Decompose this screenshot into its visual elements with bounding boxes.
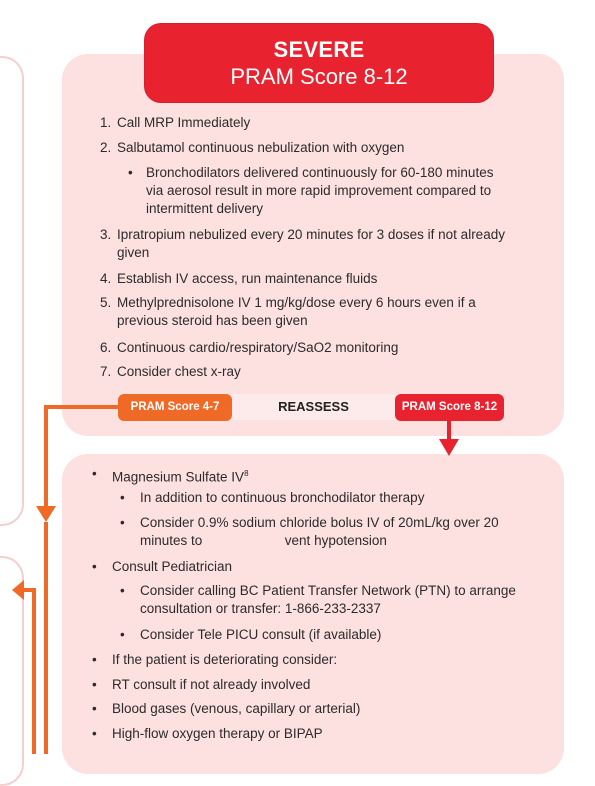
pram-score-4-7-pill: PRAM Score 4-7 [118,394,232,421]
escalation-item: • Consult Pediatrician [92,559,233,574]
escalation-item: • Magnesium Sulfate $IV^8$ [92,466,249,485]
escalation-subitem: • Consider Tele PICU consult (if available) [120,627,382,642]
step-item: 6. Continuous cardio/respiratory/SaO2 monitoring [100,340,399,355]
arrow-line-back [22,590,34,754]
escalation-subitem: • Consider calling BC Patient Transfer Network (PTN) to arrange consultation or transfer: 1-866-233-2337 [120,583,516,616]
escalation-item: • RT consult if not already involved [92,677,311,692]
escalation-item: • If the patient is deteriorating consider: [92,652,338,667]
step-item: 7. Consider chest x-ray [100,364,241,379]
arrow-head-left-icon [12,580,24,600]
arrow-head-down-icon [36,506,56,522]
reassess-label: REASSESS [278,399,349,414]
escalation-item: • High-flow oxygen therapy or BIPAP [92,726,323,741]
escalation-subitem: • Consider 0.9% sodium chloride bolus IV of 20mL/kg over 20 minutes to vent hypotension [120,515,503,548]
step-item: 4. Establish IV access, run maintenance fluids [100,271,378,286]
step-item: 1. Call MRP Immediately [100,115,251,130]
pram-score-8-12-pill: PRAM Score 8-12 [395,394,504,421]
step-item: 3. Ipratropium nebulized every 20 minutes for 3 doses if not already given [100,227,505,260]
severity-title: SEVERE [273,37,365,62]
pram-score-range: PRAM Score 8-12 [230,64,408,89]
step-item: 2. Salbutamol continuous nebulization with oxygen [100,140,405,155]
step-subitem: • Bronchodilators delivered continuously for 60-180 minutes via aerosol result in more rapid improvement compared to intermittent delivery [128,165,494,216]
arrow-head-down-red-icon [439,439,459,456]
step-item: 5. Methylprednisolone IV 1 mg/kg/dose every 6 hours even if a previous steroid has been given [100,295,476,328]
arrow-line-to-moderate [46,407,118,510]
escalation-subitem: • In addition to continuous bronchodilator therapy [120,490,425,505]
escalation-item: • Blood gases (venous, capillary or arterial) [92,701,361,716]
